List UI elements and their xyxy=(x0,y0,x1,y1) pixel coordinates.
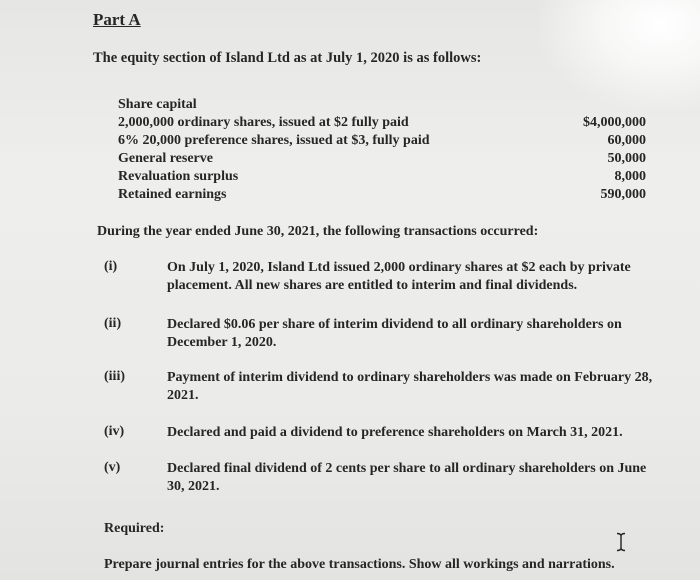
equity-item-value: 60,000 xyxy=(607,133,646,148)
required-label: Required: xyxy=(104,521,165,536)
equity-item-label: 6% 20,000 preference shares, issued at $3, fully paid xyxy=(118,133,430,148)
equity-item-label: Revaluation surplus xyxy=(118,169,239,184)
equity-item-value: $4,000,000 xyxy=(583,115,646,130)
transaction-text: Payment of interim dividend to ordinary shareholders was made on February 28, 2021. xyxy=(167,370,653,403)
equity-item-label: 2,000,000 ordinary shares, issued at $2 fully paid xyxy=(118,115,409,130)
transaction-text: Declared $0.06 per share of interim dividend to all ordinary shareholders on December 1, 2020. xyxy=(167,317,622,350)
equity-item-value: 8,000 xyxy=(614,169,646,184)
equity-item-value: 590,000 xyxy=(600,187,646,202)
transactions-intro: During the year ended June 30, 2021, the following transactions occurred: xyxy=(97,224,539,239)
transaction-number: (ii) xyxy=(104,316,122,331)
screen-glare xyxy=(540,0,700,108)
transaction-text: On July 1, 2020, Island Ltd issued 2,000 ordinary shares at $2 each by private placement. All new shares are entitled to interim and final dividends. xyxy=(167,260,631,293)
transaction-number: (iv) xyxy=(104,424,125,439)
instruction-text: Prepare journal entries for the above transactions. Show all workings and narrations. xyxy=(104,557,615,572)
equity-item-value: 50,000 xyxy=(607,151,646,166)
intro-text: The equity section of Island Ltd as at July 1, 2020 is as follows: xyxy=(93,50,482,66)
transaction-number: (i) xyxy=(104,259,118,274)
transaction-number: (v) xyxy=(104,460,121,475)
equity-item-label: General reserve xyxy=(118,151,213,166)
transaction-text: Declared final dividend of 2 cents per share to all ordinary shareholders on June 30, 2021. xyxy=(167,461,647,494)
equity-item-label: Retained earnings xyxy=(118,187,227,202)
transaction-number: (iii) xyxy=(104,369,125,384)
transaction-text: Declared and paid a dividend to preference shareholders on March 31, 2021. xyxy=(167,425,623,440)
text-cursor-icon xyxy=(616,532,626,552)
page-title: Part A xyxy=(93,10,141,29)
equity-heading: Share capital xyxy=(118,97,197,112)
